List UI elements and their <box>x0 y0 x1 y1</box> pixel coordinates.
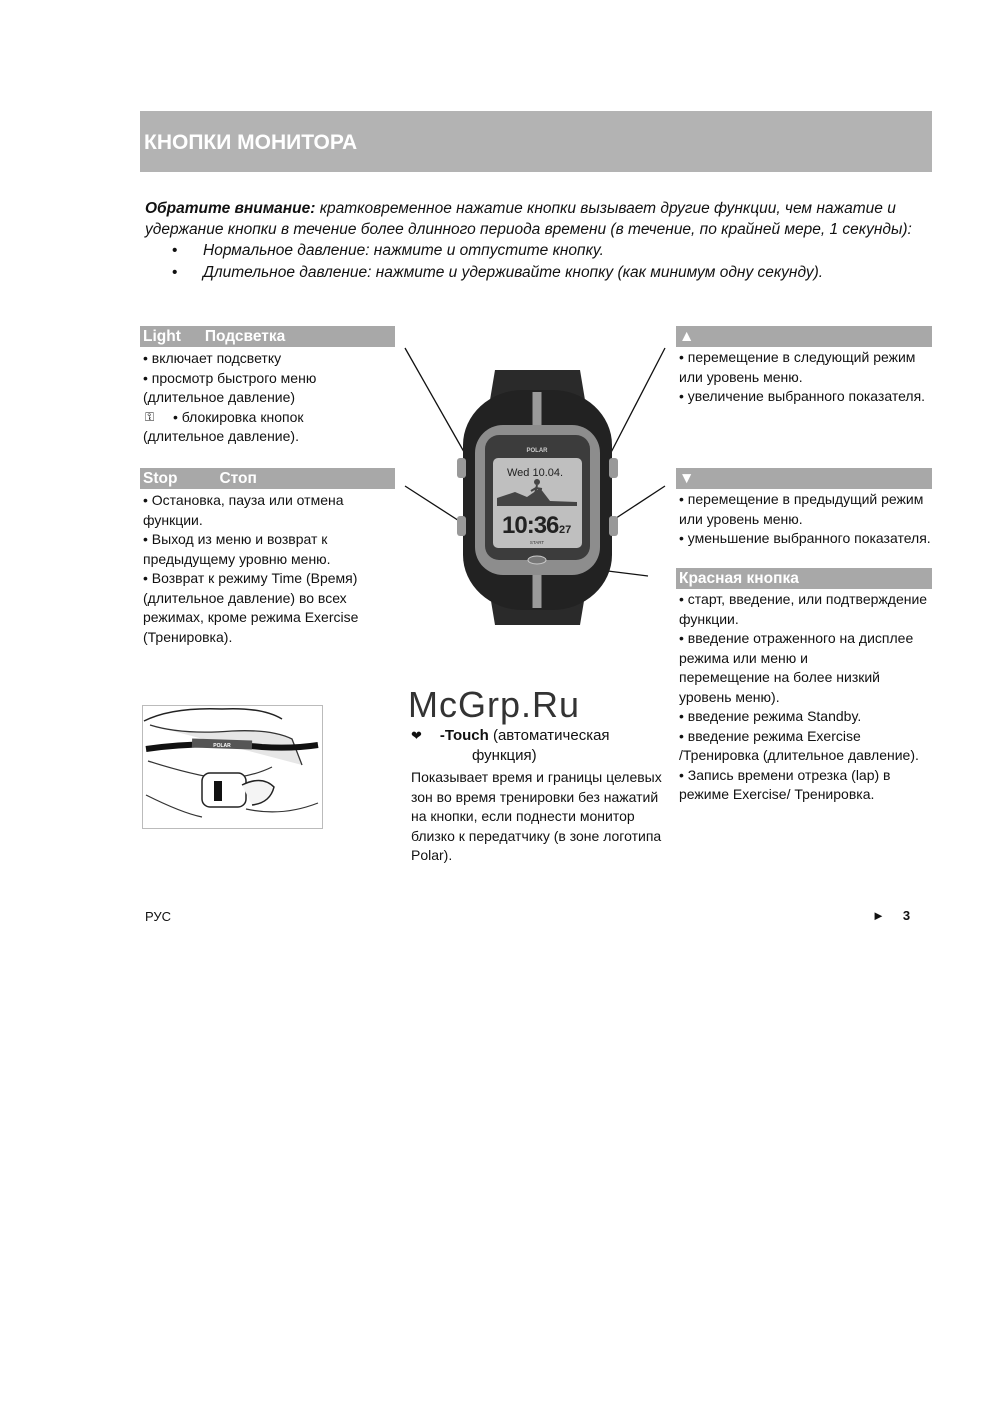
list-item: уровень меню). <box>679 688 780 705</box>
list-item: или уровень меню. <box>679 368 803 385</box>
watermark: McGrp.Ru <box>408 684 581 725</box>
list-item: • Запись времени отрезка (lap) в <box>679 766 891 783</box>
list-item: перемещение на более низкий <box>679 669 880 685</box>
list-item: • перемещение в следующий режим <box>679 349 916 365</box>
list-item: (Тренировка). <box>143 628 233 645</box>
list-item: • Возврат к режиму Time (Время) <box>143 570 358 586</box>
heart-icon: ❤ <box>411 728 422 743</box>
key-lock-icon: ⚿ <box>145 409 155 424</box>
list-item: функции. <box>143 511 203 528</box>
list-item: или уровень меню. <box>679 510 803 527</box>
language-label: РУС <box>145 909 172 924</box>
chest-strap-illustration <box>142 705 323 829</box>
list-item: (длительное давление). <box>143 428 299 444</box>
list-item: режима или меню и <box>679 649 808 666</box>
note-bullet: • Длительное давление: нажмите и удерживайте кнопку (как минимум одну секунду). <box>172 264 824 281</box>
watch-seconds: 27 <box>559 524 572 536</box>
page-title: КНОПКИ МОНИТОРА <box>140 111 932 172</box>
strap-brand: POLAR <box>213 743 231 749</box>
list-item: режиме Exercise/ Тренировка. <box>679 786 875 802</box>
watch-time: 10:36 <box>502 512 559 539</box>
list-item: • увеличение выбранного показателя. <box>679 388 926 404</box>
list-item: предыдущему уровню меню. <box>143 550 331 567</box>
list-item: • Остановка, пауза или отмена <box>143 492 344 508</box>
stop-header: Stop Стоп <box>140 468 395 489</box>
list-item: функции. <box>679 610 739 627</box>
watch-date: Wed 10.04. <box>507 467 564 479</box>
list-item: • введение отраженного на дисплее <box>679 630 914 646</box>
touch-function-title: ❤ -Touch (автоматическая функция) <box>411 727 610 764</box>
heart-rate-monitor-watch <box>455 370 620 625</box>
list-item: • введение режима Standby. <box>679 708 862 724</box>
arrow-down-icon: ▼ <box>679 470 695 487</box>
note-bullet: • Нормальное давление: нажмите и отпустите кнопку. <box>172 242 604 259</box>
list-item: • Выход из меню и возврат к <box>143 531 328 547</box>
list-item: (длительное давление) во всех <box>143 589 347 606</box>
list-item: ⚿ • блокировка кнопок <box>143 408 395 428</box>
up-button[interactable] <box>609 458 618 478</box>
list-item: режимах, кроме режима Exercise <box>143 609 359 625</box>
list-item: • введение режима Exercise <box>679 727 861 744</box>
page-number: ► 3 <box>872 908 911 923</box>
list-item: • перемещение в предыдущий режим <box>679 491 924 507</box>
list-item: • включает подсветку <box>143 350 282 366</box>
light-header: Light Подсветка <box>140 326 395 347</box>
list-item: • просмотр быстрого меню <box>143 369 317 386</box>
arrow-up-icon: ▲ <box>679 328 695 345</box>
touch-function-description: Показывает время и границы целевых зон во время тренировки без нажатий на кнопки, если поднести монитор близко к передатчику (в зоне логотипа Polar). <box>411 769 662 863</box>
note-text: кратковременное нажатие кнопки вызывает другие функции, чем нажатие и удержание кнопки в течение более длинного периода времени (в течение, по крайней мере, 1 секунды): <box>145 200 912 238</box>
list-item: (длительное давление) <box>143 389 296 405</box>
red-button[interactable] <box>528 556 546 564</box>
watch-brand: POLAR <box>526 448 548 454</box>
down-button[interactable] <box>609 516 618 536</box>
play-arrow-icon: ► <box>872 908 885 923</box>
list-item: • уменьшение выбранного показателя. <box>679 530 931 546</box>
list-item: • старт, введение, или подтверждение <box>679 591 928 607</box>
watch-button-label: START <box>529 540 545 545</box>
red-button-header: Красная кнопка <box>676 568 932 589</box>
stop-button[interactable] <box>457 516 466 536</box>
list-item: /Тренировка (длительное давление). <box>679 747 919 763</box>
note-label: Обратите внимание: <box>145 200 316 217</box>
light-button[interactable] <box>457 458 466 478</box>
